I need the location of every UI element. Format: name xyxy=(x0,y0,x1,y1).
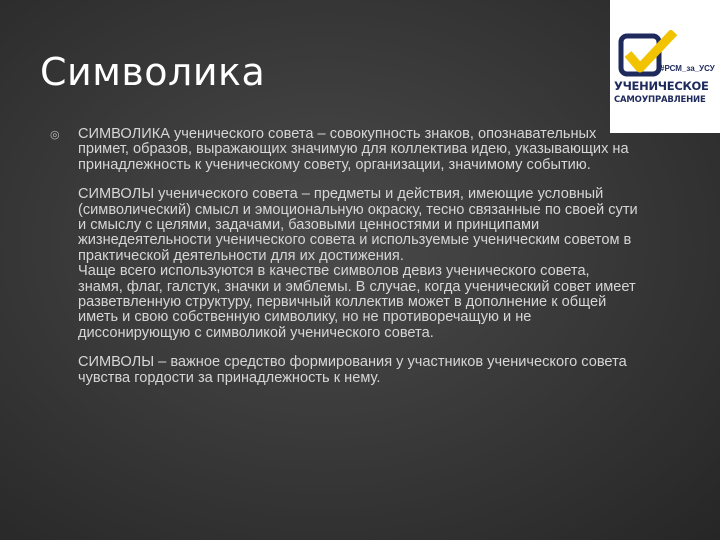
logo-hashtag: #РСМ_за_УСУ xyxy=(660,64,715,73)
checkmark-logo-icon xyxy=(618,30,678,82)
logo-line-1: УЧЕНИЧЕСКОЕ xyxy=(614,79,709,93)
circle-target-icon: ◎ xyxy=(50,129,60,141)
logo-line-2: САМОУПРАВЛЕНИЕ xyxy=(614,95,706,105)
slide-body xyxy=(50,126,638,400)
paragraph-text: СИМВОЛЫ ученического совета – предметы и действия, имеющие условный (символический) смысл и эмоциональную окраску, тесно связанные по своей сути и смыслу с целями, задачами, базовыми ценностями и принципами жизнедеятельности ученического совета и используемые ученическим советом в практической деятельности для их достижения. xyxy=(78,186,638,264)
paragraph-3 xyxy=(78,355,638,386)
paragraph-2 xyxy=(78,187,638,341)
paragraph-text: Чаще всего используются в качестве символов девиз ученического совета, знамя, флаг, галстук, значки и эмблемы. В случае, когда ученический совет имеет разветвленную структуру, первичный коллектив может в дополнение к общей иметь и свою собственную символику, но не противоречащую и не диссонирующую с символикой ученического совета. xyxy=(78,263,636,341)
paragraph-text: СИМВОЛЫ – важное средство формирования у участников ученического совета чувства гордости за принадлежность к нему. xyxy=(78,354,627,386)
logo xyxy=(610,0,720,133)
paragraph-1 xyxy=(50,126,638,173)
slide-title: Символика xyxy=(40,50,266,94)
paragraph-text: СИМВОЛИКА ученического совета – совокупность знаков, опознавательных примет, образов, выражающих значимую для коллектива идею, указывающих на принадлежность к ученическому совету, организации, значимому событию. xyxy=(78,126,629,173)
